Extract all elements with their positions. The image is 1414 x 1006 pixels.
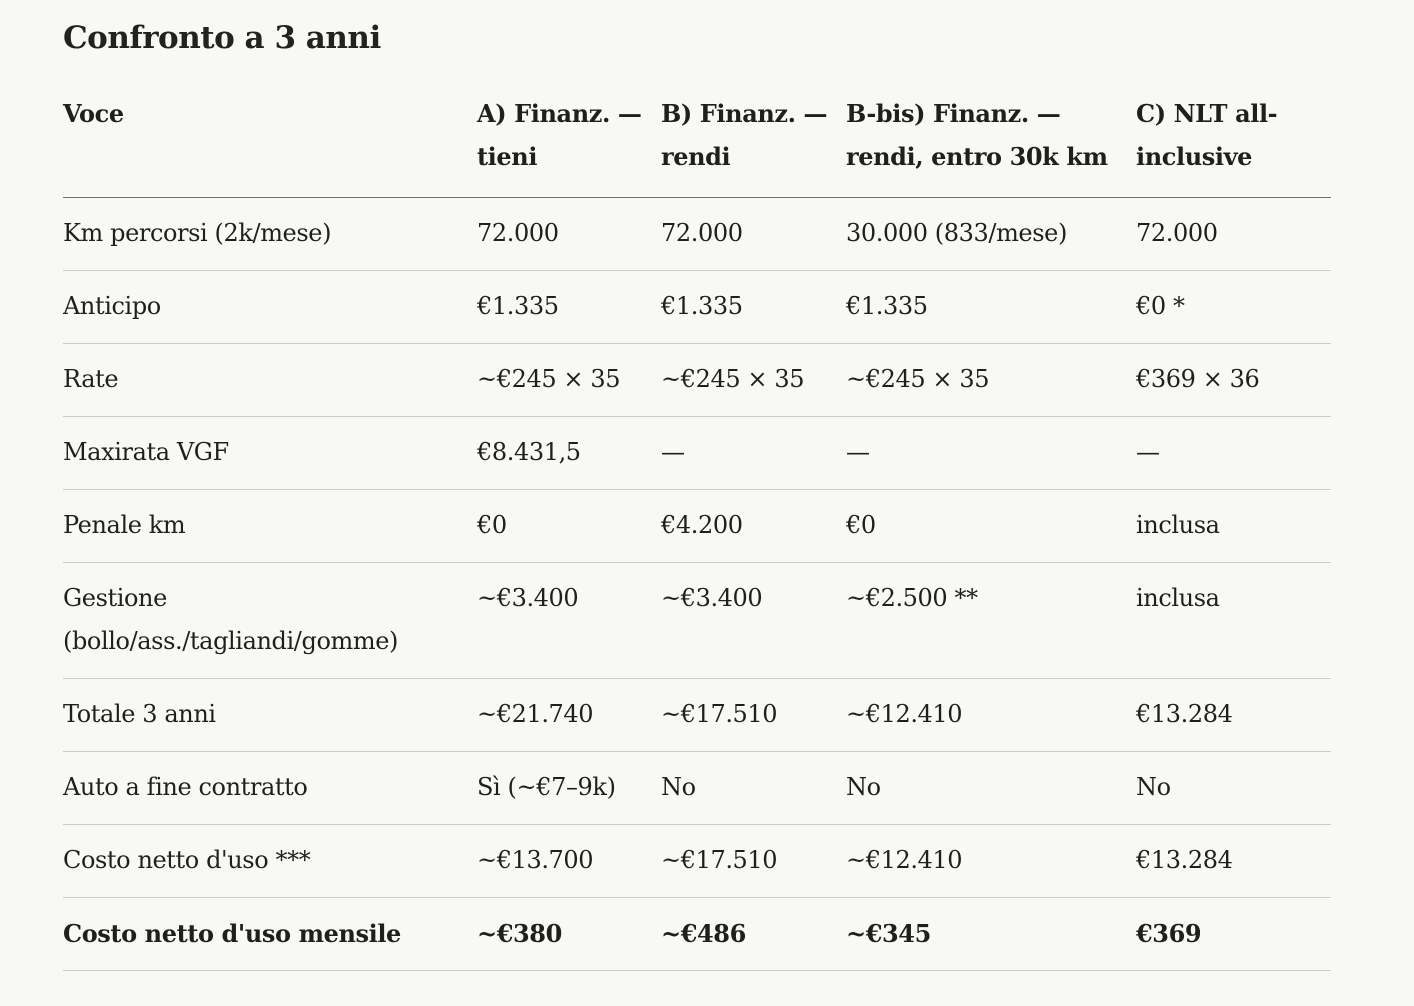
row-label: Rate (63, 344, 477, 417)
table-row-totale (63, 679, 1331, 752)
table-cell: 72.000 (1136, 198, 1331, 271)
row-label: Totale 3 anni (63, 679, 477, 752)
table-cell: €1.335 (661, 271, 846, 344)
table-cell: Sì (~€7–9k) (477, 752, 661, 825)
table-cell: No (846, 752, 1136, 825)
table-cell: €0 (846, 490, 1136, 563)
table-cell: €369 × 36 (1136, 344, 1331, 417)
table-cell: €13.284 (1136, 679, 1331, 752)
table-row-km (63, 198, 1331, 271)
row-label: Penale km (63, 490, 477, 563)
table-cell: ~€12.410 (846, 679, 1136, 752)
table-cell: ~€17.510 (661, 679, 846, 752)
table-cell: — (846, 417, 1136, 490)
row-label: Maxirata VGF (63, 417, 477, 490)
section-title: Confronto a 3 anni (63, 20, 381, 56)
table-cell: €0 (477, 490, 661, 563)
table-row-costo-netto (63, 825, 1331, 898)
column-header-a: A) Finanz. — tieni (477, 92, 661, 198)
table-header-row (63, 92, 1331, 198)
table-cell: ~€12.410 (846, 825, 1136, 898)
table-row-costo-mensile (63, 898, 1331, 971)
table-cell: ~€2.500 ** (846, 563, 1136, 679)
table-row-maxirata (63, 417, 1331, 490)
table-cell: No (661, 752, 846, 825)
column-header-voce: Voce (63, 92, 477, 198)
table-cell: 72.000 (661, 198, 846, 271)
table-cell: ~€3.400 (661, 563, 846, 679)
comparison-table (63, 92, 1331, 971)
table-row-gestione (63, 563, 1331, 679)
row-label: Auto a fine contratto (63, 752, 477, 825)
table-cell: €369 (1136, 898, 1331, 971)
table-cell: €0 * (1136, 271, 1331, 344)
column-header-b: B) Finanz. — rendi (661, 92, 846, 198)
table-cell: inclusa (1136, 563, 1331, 679)
table-cell: €1.335 (846, 271, 1136, 344)
table-cell: 30.000 (833/mese) (846, 198, 1136, 271)
row-label: Costo netto d'uso *** (63, 825, 477, 898)
table-row-auto-fine (63, 752, 1331, 825)
table-cell: ~€245 × 35 (477, 344, 661, 417)
table-cell: ~€245 × 35 (846, 344, 1136, 417)
table-row-penale (63, 490, 1331, 563)
table-cell: €4.200 (661, 490, 846, 563)
table-cell: €1.335 (477, 271, 661, 344)
row-label: Gestione (bollo/ass./tagliandi/gomme) (63, 563, 477, 679)
row-label: Costo netto d'uso mensile (63, 898, 477, 971)
row-label: Anticipo (63, 271, 477, 344)
table-cell: €8.431,5 (477, 417, 661, 490)
table-cell: ~€245 × 35 (661, 344, 846, 417)
row-label: Km percorsi (2k/mese) (63, 198, 477, 271)
column-header-b-bis: B-bis) Finanz. — rendi, entro 30k km (846, 92, 1136, 198)
table-row-rate (63, 344, 1331, 417)
table-cell: No (1136, 752, 1331, 825)
table-cell: ~€17.510 (661, 825, 846, 898)
table-cell: €13.284 (1136, 825, 1331, 898)
table-cell: 72.000 (477, 198, 661, 271)
table-cell: ~€13.700 (477, 825, 661, 898)
table-cell: ~€486 (661, 898, 846, 971)
table-cell: — (1136, 417, 1331, 490)
table-cell: ~€380 (477, 898, 661, 971)
table-cell: ~€345 (846, 898, 1136, 971)
column-header-c: C) NLT all-inclusive (1136, 92, 1331, 198)
table-row-anticipo (63, 271, 1331, 344)
table-cell: — (661, 417, 846, 490)
table-cell: ~€21.740 (477, 679, 661, 752)
table-cell: inclusa (1136, 490, 1331, 563)
comparison-section (63, 14, 1331, 971)
table-cell: ~€3.400 (477, 563, 661, 679)
